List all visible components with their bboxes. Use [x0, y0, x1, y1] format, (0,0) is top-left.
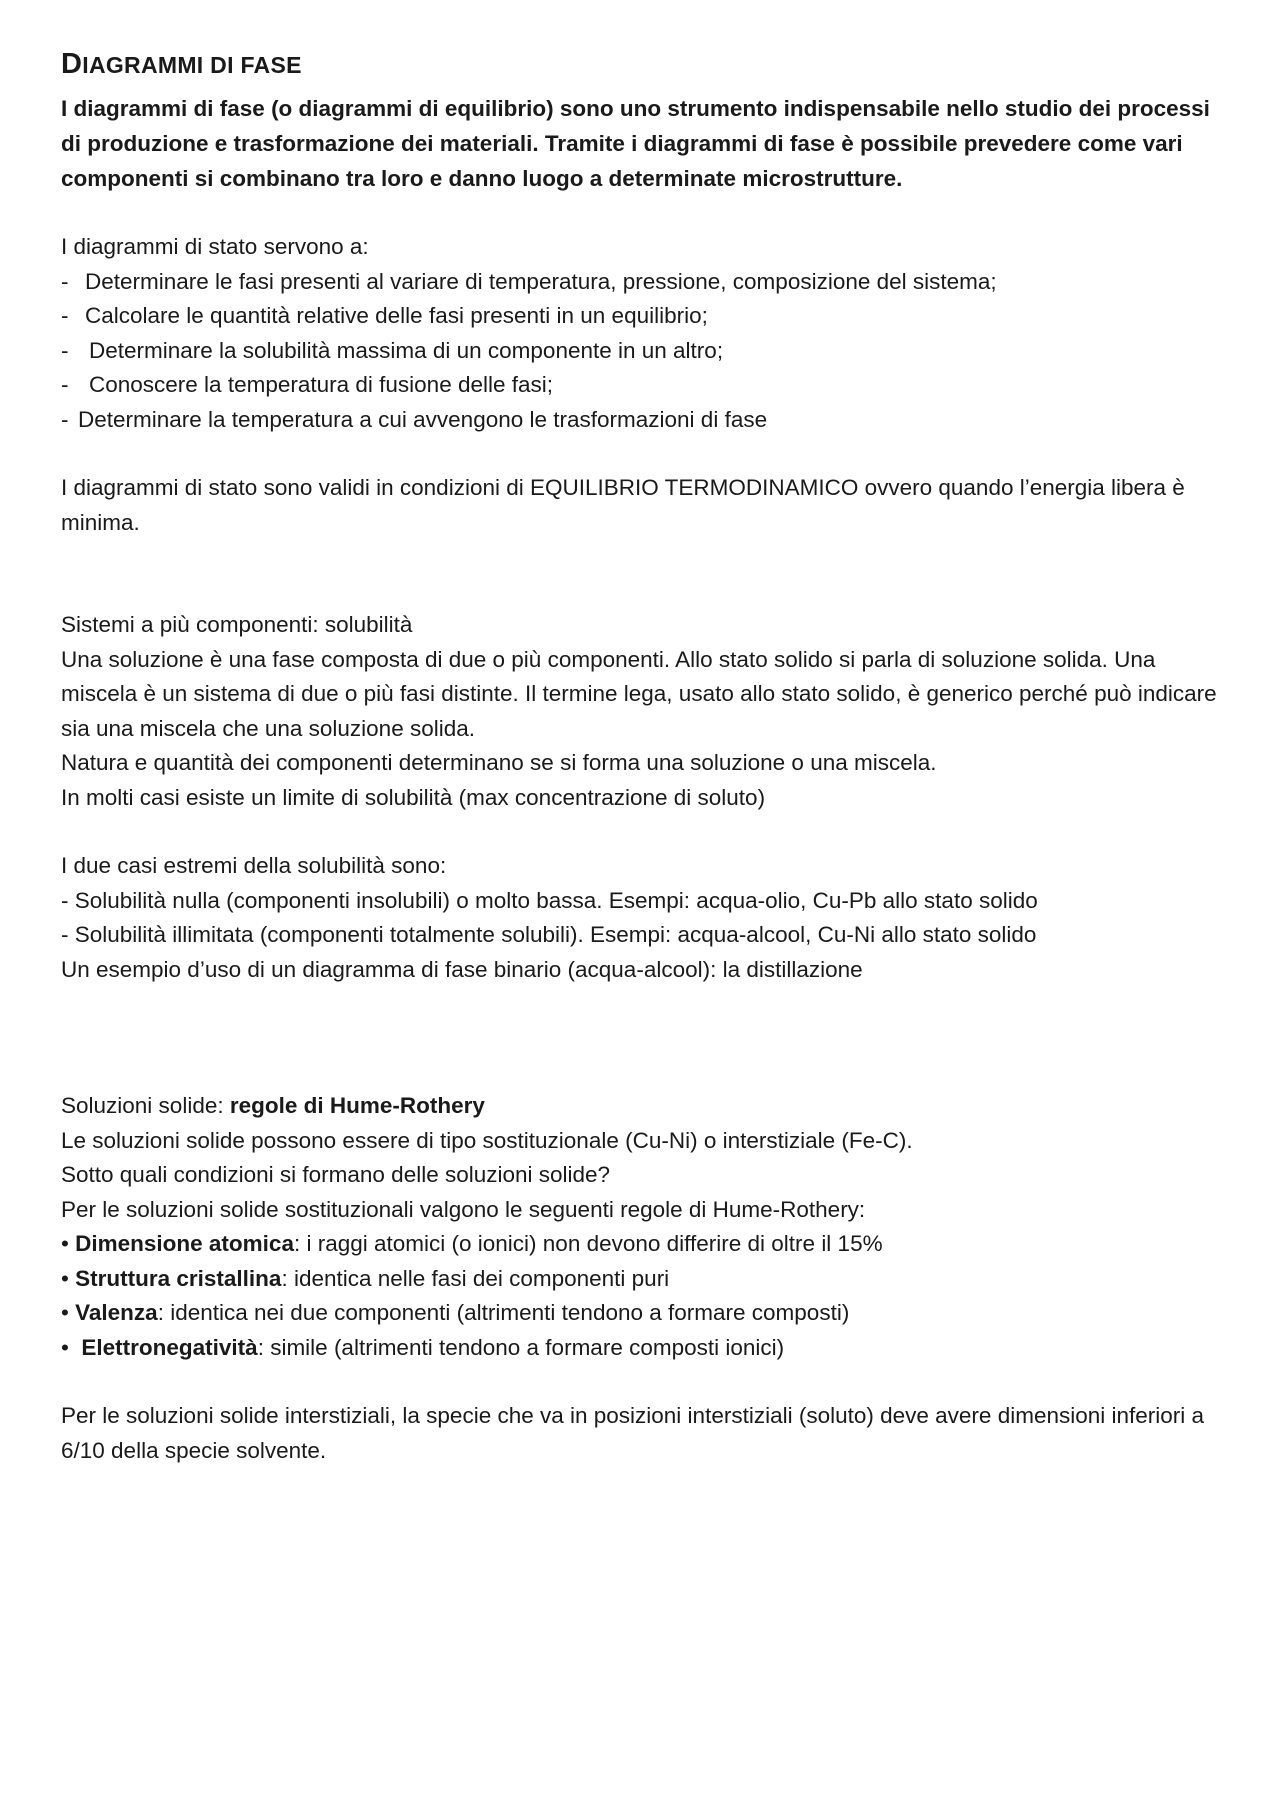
extremes-line: - Solubilità illimitata (componenti totalmente solubili). Esempi: acqua-alcool, Cu-Ni allo stato solido: [61, 922, 1037, 947]
uses-list: [61, 265, 1221, 438]
extremes-heading: I due casi estremi della solubilità sono:: [61, 853, 447, 878]
bullet-icon: •: [61, 1231, 76, 1256]
extremes-line: - Solubilità nulla (componenti insolubili) o molto bassa. Esempi: acqua-olio, Cu-Pb allo stato solido: [61, 887, 1038, 913]
list-item: - Determinare la solubilità massima di un componente in un altro;: [61, 337, 724, 363]
list-item: - Determinare la temperatura a cui avvengono le trasformazioni di fase: [61, 406, 768, 432]
title-word-2: DI FASE: [210, 52, 302, 78]
solubility-line: Natura e quantità dei componenti determinano se si forma una soluzione o una miscela.: [61, 750, 937, 775]
solubility-paragraph: Una soluzione è una fase composta di due o più componenti. Allo stato solido si parla di soluzione solida. Una miscela è un sistema di due o più fasi distinte. Il termine lega, usato allo stato solido, è generico perché può indicare sia una miscela che una soluzione solida.: [61, 646, 1217, 741]
interstitial-paragraph: Per le soluzioni solide interstiziali, la specie che va in posizioni interstiziali (soluto) deve avere dimensioni inferiori a 6/10 della specie solvente.: [61, 1403, 1205, 1463]
solubility-line: In molti casi esiste un limite di solubilità (max concentrazione di soluto): [61, 784, 766, 810]
solubility-heading: Sistemi a più componenti: solubilità: [61, 612, 413, 637]
list-item: - Determinare le fasi presenti al variare di temperatura, pressione, composizione del sistema;: [61, 268, 997, 294]
rule-item: • Valenza: identica nei due componenti (altrimenti tendono a formare composti): [61, 1300, 850, 1325]
intro-paragraph: I diagrammi di fase (o diagrammi di equilibrio) sono uno strumento indispensabile nello studio dei processi di produzione e trasformazione dei materiali. Tramite i diagrammi di fase è possibile prevedere come vari componenti si combinano tra loro e danno luogo a determinate microstrutture.: [61, 96, 1210, 191]
title-word-1: IAGRAMMI: [82, 52, 204, 78]
hume-rothery-rules: [61, 1227, 1221, 1365]
extremes-line: Un esempio d’uso di un diagramma di fase binario (acqua-alcool): la distillazione: [61, 956, 863, 982]
document-page: [61, 44, 1221, 1468]
bullet-icon: •: [61, 1265, 76, 1291]
list-item: - Calcolare le quantità relative delle fasi presenti in un equilibrio;: [61, 303, 708, 328]
validity-paragraph: I diagrammi di stato sono validi in condizioni di EQUILIBRIO TERMODINAMICO ovvero quando l’energia libera è minima.: [61, 475, 1185, 535]
rule-item: • Dimensione atomica: i raggi atomici (o ionici) non devono differire di oltre il 15%: [61, 1231, 883, 1256]
hume-rothery-heading: Soluzioni solide: regole di Hume-Rothery: [61, 1093, 485, 1118]
bullet-icon: •: [61, 1334, 82, 1360]
title-initial: D: [61, 48, 83, 80]
rule-item: • Elettronegatività: simile (altrimenti tendono a formare composti ionici): [61, 1334, 785, 1360]
hume-rothery-line: Le soluzioni solide possono essere di tipo sostituzionale (Cu-Ni) o interstiziale (Fe-C).: [61, 1127, 913, 1153]
page-title: [61, 44, 1221, 85]
uses-heading: I diagrammi di stato servono a:: [61, 234, 369, 259]
list-item: - Conoscere la temperatura di fusione delle fasi;: [61, 372, 554, 397]
hume-rothery-line: Per le soluzioni solide sostituzionali valgono le seguenti regole di Hume-Rothery:: [61, 1196, 866, 1222]
bullet-icon: •: [61, 1300, 76, 1325]
rule-item: • Struttura cristallina: identica nelle fasi dei componenti puri: [61, 1265, 670, 1291]
hume-rothery-line: Sotto quali condizioni si formano delle soluzioni solide?: [61, 1162, 611, 1187]
